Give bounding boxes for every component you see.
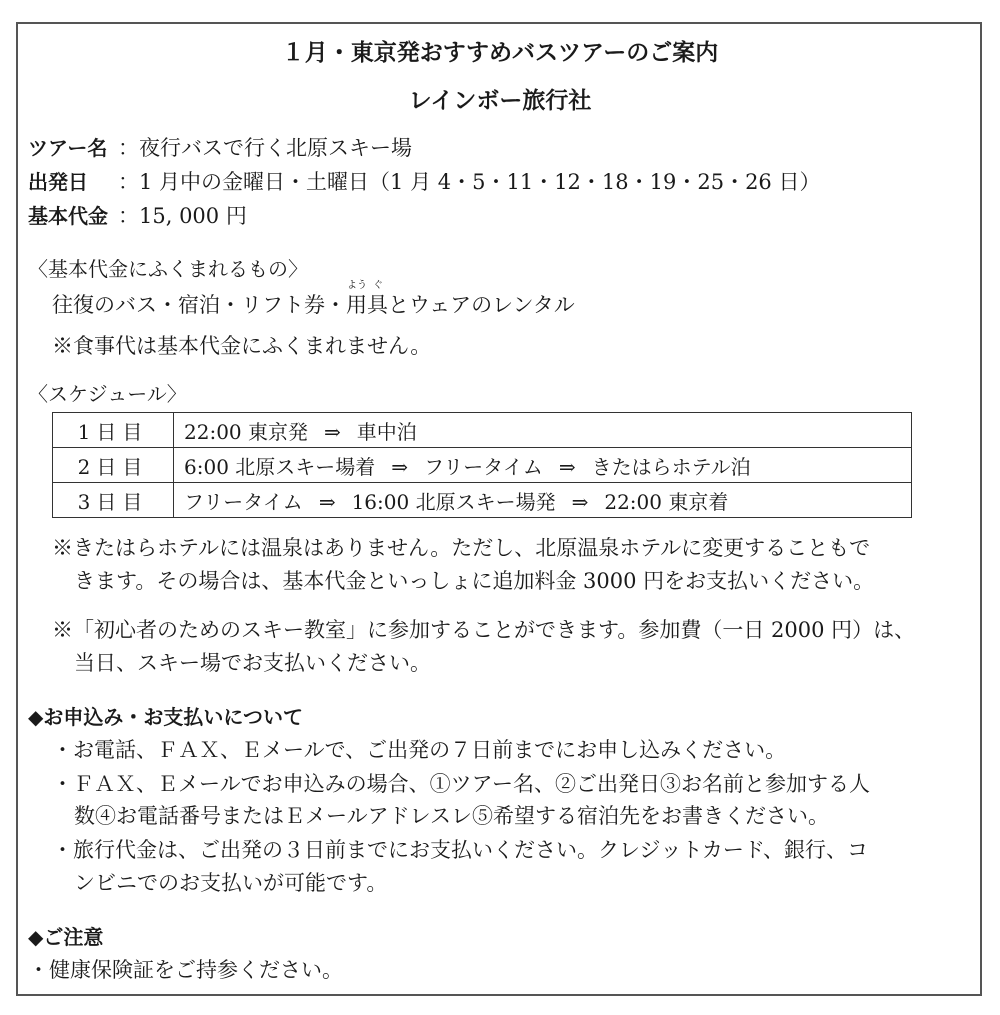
included-heading: 〈基本代金にふくまれるもの〉 — [28, 257, 308, 281]
schedule-step: 6:00 北原スキー場着 — [184, 454, 376, 479]
application-item-2-line-2: 数④お電話番号またはＥメールアドレスレ⑤希望する宿泊先をお書きください。 — [74, 804, 829, 828]
caution-item-1: ・健康保険証をご持参ください。 — [28, 958, 343, 982]
ruby-word-2 — [367, 280, 388, 319]
arrow-icon: ⇒ — [571, 489, 589, 514]
schedule-note-1-line-2: きます。その場合は、基本代金といっしょに追加料金 3000 円をお支払いください。 — [74, 569, 875, 593]
schedule-steps — [174, 413, 912, 448]
schedule-table — [52, 412, 912, 518]
schedule-row — [53, 448, 912, 483]
schedule-step: 16:00 北原スキー場発 — [351, 489, 556, 514]
tour-name-row — [28, 134, 412, 162]
schedule-step: フリータイム — [424, 454, 543, 479]
schedule-step: 22:00 東京発 — [184, 419, 308, 444]
schedule-day: 2日目 — [53, 448, 174, 483]
arrow-icon: ⇒ — [318, 489, 336, 514]
schedule-heading: 〈スケジュール〉 — [28, 382, 187, 406]
ruby-kanji-1: 用 — [346, 293, 367, 317]
schedule-note-2-line-1: ※「初心者のためのスキー教室」に参加することができます。参加費（一日 2000 円）は、 — [52, 618, 916, 642]
arrow-icon: ⇒ — [391, 454, 409, 479]
departure-value: ：1 月中の金曜日・土曜日（1 月 4・5・11・12・18・19・25・26 日） — [118, 170, 821, 194]
document-title: １月・東京発おすすめバスツアーのご案内 — [281, 40, 719, 66]
price-row — [28, 202, 247, 230]
caution-heading: ◆ご注意 — [28, 925, 104, 949]
ruby-kanji-2: 具 — [367, 293, 388, 317]
schedule-row — [53, 413, 912, 448]
tour-name-label: ツアー名 — [28, 136, 108, 160]
schedule-day: 3日目 — [53, 483, 174, 518]
schedule-step: 22:00 東京着 — [604, 489, 729, 514]
ruby-word-1 — [346, 280, 367, 319]
schedule-step: フリータイム — [184, 489, 303, 514]
schedule-note-2-line-2: 当日、スキー場でお支払いください。 — [74, 651, 431, 675]
arrow-icon: ⇒ — [324, 419, 341, 444]
schedule-day: 1日目 — [53, 413, 174, 448]
included-items-prefix: 往復のバス・宿泊・リフト券・ — [52, 293, 346, 317]
application-item-3-line-2: ンビニでのお支払いが可能です。 — [74, 871, 388, 895]
ruby-reading-1: よう — [347, 280, 367, 291]
schedule-step: 車中泊 — [356, 419, 417, 444]
schedule-step: きたはらホテル泊 — [591, 454, 751, 479]
application-item-2-line-1: ・ＦＡＸ、Ｅメールでお申込みの場合、①ツアー名、②ご出発日③お名前と参加する人 — [52, 772, 870, 796]
tour-name-value: ：夜行バスで行く北原スキー場 — [118, 136, 412, 160]
departure-row — [28, 168, 820, 196]
application-heading: ◆お申込み・お支払いについて — [28, 705, 303, 729]
schedule-steps — [174, 448, 912, 483]
schedule-row — [53, 483, 912, 518]
included-note: ※食事代は基本代金にふくまれません。 — [52, 334, 432, 358]
price-label: 基本代金 — [28, 204, 108, 228]
schedule-note-1-line-1: ※きたはらホテルには温泉はありません。ただし、北原温泉ホテルに変更することもで — [52, 536, 871, 560]
ruby-reading-2: ぐ — [373, 280, 383, 291]
company-name: レインボー旅行社 — [408, 88, 592, 114]
schedule-steps — [174, 483, 912, 518]
price-value: ：15, 000 円 — [118, 204, 247, 228]
included-items — [52, 280, 575, 319]
arrow-icon: ⇒ — [558, 454, 576, 479]
departure-label: 出発日 — [28, 170, 88, 194]
included-items-suffix: とウェアのレンタル — [388, 293, 575, 317]
application-item-1: ・お電話、ＦＡＸ、Ｅメールで、ご出発の７日前までにお申し込みください。 — [52, 738, 787, 762]
application-item-3-line-1: ・旅行代金は、ご出発の３日前までにお支払いください。クレジットカード、銀行、コ — [52, 838, 868, 862]
